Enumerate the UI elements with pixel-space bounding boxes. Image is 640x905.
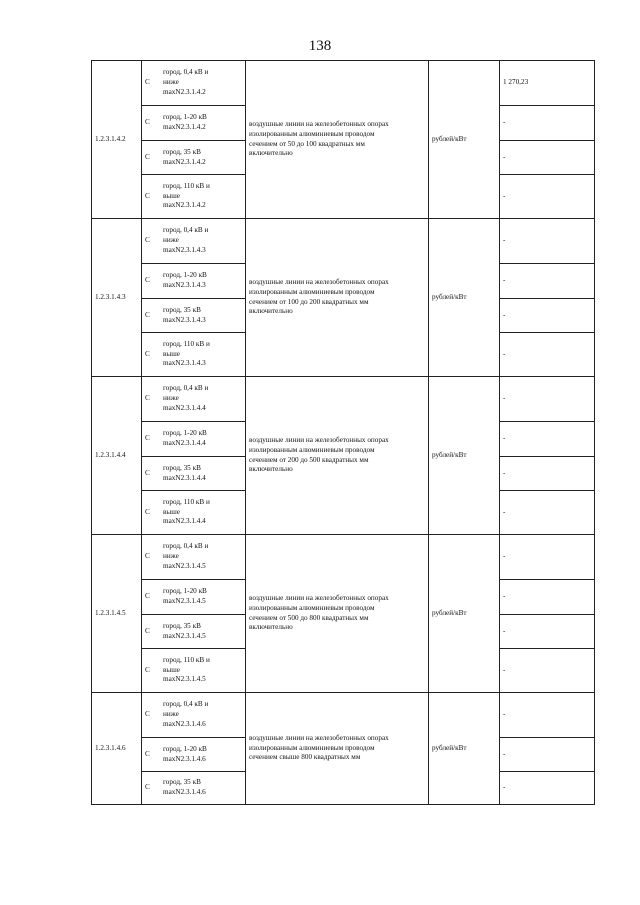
category-letter: С [145, 310, 150, 319]
category-letter: С [145, 191, 150, 200]
rate-value: - [500, 333, 595, 377]
voltage-level-line: город, 110 кВ и [163, 497, 210, 506]
voltage-level-line: maxN2.3.1.4.3 [163, 245, 206, 254]
voltage-level-line: ниже [163, 78, 179, 87]
rate-value: - [500, 175, 595, 219]
voltage-level-line: maxN2.3.1.4.2 [163, 157, 206, 166]
category-letter: С [145, 236, 150, 245]
voltage-level-line: город, 0,4 кВ и [163, 542, 209, 551]
voltage-level-line: ниже [163, 710, 179, 719]
voltage-level-line: город, 110 кВ и [163, 181, 210, 190]
voltage-level-cell [142, 141, 246, 175]
voltage-level-line: город, 1-20 кВ [163, 113, 207, 122]
rate-value: - [500, 219, 595, 264]
voltage-level-cell [142, 299, 246, 333]
table-row [92, 61, 595, 106]
rate-value: - [500, 772, 595, 805]
rate-value: - [500, 264, 595, 299]
description-line: воздушные линии на железобетонных опорах [249, 278, 389, 287]
voltage-level-line: maxN2.3.1.4.2 [163, 201, 206, 210]
item-code: 1.2.3.1.4.2 [92, 61, 142, 219]
rate-value: - [500, 649, 595, 693]
description-line: изолированным алюминиевым проводом [249, 287, 375, 296]
voltage-level-line: maxN2.3.1.4.5 [163, 597, 206, 605]
voltage-level-line: maxN2.3.1.4.6 [163, 719, 206, 728]
table-row [92, 535, 595, 580]
category-letter: С [145, 78, 150, 87]
item-code: 1.2.3.1.4.3 [92, 219, 142, 377]
rate-value: - [500, 299, 595, 333]
voltage-level-line: город, 1-20 кВ [163, 587, 207, 596]
voltage-level-cell [142, 219, 246, 264]
unit-label: рублей/кВт [429, 693, 500, 805]
voltage-level-line: город, 0,4 кВ и [163, 384, 209, 393]
category-letter: С [145, 468, 150, 477]
description-line: сечением от 100 до 200 квадратных мм [249, 297, 369, 306]
item-code: 1.2.3.1.4.6 [92, 693, 142, 805]
voltage-level-cell [142, 175, 246, 219]
voltage-level-line: maxN2.3.1.4.3 [163, 281, 206, 289]
voltage-level-line: ниже [163, 394, 179, 403]
voltage-level-cell [142, 61, 246, 106]
category-letter: С [145, 276, 150, 285]
category-letter: С [145, 592, 150, 601]
category-letter: С [145, 749, 150, 758]
category-letter: С [145, 665, 150, 674]
line-description [246, 535, 429, 693]
description-line: воздушные линии на железобетонных опорах [249, 594, 389, 603]
description-line: включительно [249, 465, 293, 474]
rate-value: - [500, 106, 595, 141]
description-line: включительно [249, 307, 293, 316]
rate-value: - [500, 615, 595, 649]
voltage-level-cell [142, 772, 246, 805]
voltage-level-line: город, 110 кВ и [163, 655, 210, 664]
rate-value: - [500, 535, 595, 580]
description-line: воздушные линии на железобетонных опорах [249, 733, 389, 742]
voltage-level-line: город, 0,4 кВ и [163, 226, 209, 235]
voltage-level-line: maxN2.3.1.4.5 [163, 675, 206, 684]
voltage-level-line: город, 110 кВ и [163, 339, 210, 348]
voltage-level-line: город, 1-20 кВ [163, 271, 207, 280]
unit-label: рублей/кВт [429, 61, 500, 219]
voltage-level-line: maxN2.3.1.4.5 [163, 561, 206, 570]
voltage-level-cell [142, 491, 246, 535]
item-code: 1.2.3.1.4.4 [92, 377, 142, 535]
unit-label: рублей/кВт [429, 535, 500, 693]
rate-value: 1 270,23 [500, 61, 595, 106]
voltage-level-line: maxN2.3.1.4.6 [163, 754, 206, 763]
description-line: изолированным алюминиевым проводом [249, 603, 375, 612]
unit-label: рублей/кВт [429, 377, 500, 535]
voltage-level-line: город, 1-20 кВ [163, 744, 207, 753]
voltage-level-line: ниже [163, 552, 179, 561]
voltage-level-line: город, 35 кВ [163, 463, 201, 472]
description-line: сечением от 500 до 800 квадратных мм [249, 613, 369, 622]
category-letter: С [145, 507, 150, 516]
voltage-level-cell [142, 535, 246, 580]
description-line: сечением от 200 до 500 квадратных мм [249, 455, 369, 464]
description-line: сечением свыше 800 квадратных мм [249, 753, 361, 762]
page-number: 138 [308, 38, 332, 54]
voltage-level-line: город, 35 кВ [163, 778, 201, 787]
voltage-level-line: maxN2.3.1.4.4 [163, 439, 206, 447]
voltage-level-line: выше [163, 507, 180, 516]
voltage-level-line: maxN2.3.1.4.2 [163, 123, 206, 131]
voltage-level-line: город, 35 кВ [163, 621, 201, 630]
voltage-level-line: maxN2.3.1.4.4 [163, 473, 206, 482]
category-letter: С [145, 118, 150, 127]
item-code: 1.2.3.1.4.5 [92, 535, 142, 693]
rate-value: - [500, 491, 595, 535]
voltage-level-cell [142, 738, 246, 772]
category-letter: С [145, 626, 150, 635]
voltage-level-cell [142, 693, 246, 738]
unit-label: рублей/кВт [429, 219, 500, 377]
voltage-level-line: город, 35 кВ [163, 147, 201, 156]
line-description [246, 219, 429, 377]
rate-value: - [500, 457, 595, 491]
voltage-level-cell [142, 615, 246, 649]
description-line: включительно [249, 623, 293, 632]
category-letter: С [145, 710, 150, 719]
category-letter: С [145, 394, 150, 403]
category-letter: С [145, 552, 150, 561]
description-line: воздушные линии на железобетонных опорах [249, 436, 389, 445]
voltage-level-cell [142, 422, 246, 457]
voltage-level-cell [142, 106, 246, 141]
voltage-level-line: выше [163, 191, 180, 200]
table-row [92, 693, 595, 738]
table-row [92, 219, 595, 264]
voltage-level-cell [142, 649, 246, 693]
rate-value: - [500, 580, 595, 615]
voltage-level-line: maxN2.3.1.4.2 [163, 87, 206, 96]
voltage-level-line: город, 0,4 кВ и [163, 700, 209, 709]
voltage-level-cell [142, 580, 246, 615]
voltage-level-line: ниже [163, 236, 179, 245]
voltage-level-line: maxN2.3.1.4.4 [163, 517, 206, 526]
description-line: воздушные линии на железобетонных опорах [249, 120, 389, 129]
category-letter: С [145, 152, 150, 161]
rate-value: - [500, 377, 595, 422]
voltage-level-line: maxN2.3.1.4.6 [163, 788, 206, 796]
description-line: включительно [249, 149, 293, 158]
line-description [246, 61, 429, 219]
voltage-level-cell [142, 377, 246, 422]
category-letter: С [145, 783, 150, 792]
voltage-level-cell [142, 457, 246, 491]
voltage-level-line: maxN2.3.1.4.4 [163, 403, 206, 412]
description-line: сечением от 50 до 100 квадратных мм [249, 139, 365, 148]
tariff-table [91, 60, 595, 805]
voltage-level-line: город, 35 кВ [163, 305, 201, 314]
category-letter: С [145, 434, 150, 443]
voltage-level-line: maxN2.3.1.4.5 [163, 631, 206, 640]
rate-value: - [500, 693, 595, 738]
voltage-level-line: город, 0,4 кВ и [163, 68, 209, 77]
rate-value: - [500, 141, 595, 175]
table-row [92, 377, 595, 422]
description-line: изолированным алюминиевым проводом [249, 743, 375, 752]
voltage-level-line: maxN2.3.1.4.3 [163, 359, 206, 368]
line-description [246, 693, 429, 805]
voltage-level-line: выше [163, 349, 180, 358]
category-letter: С [145, 349, 150, 358]
voltage-level-line: maxN2.3.1.4.3 [163, 315, 206, 324]
description-line: изолированным алюминиевым проводом [249, 129, 375, 138]
rate-value: - [500, 738, 595, 772]
voltage-level-line: город, 1-20 кВ [163, 429, 207, 438]
voltage-level-line: выше [163, 665, 180, 674]
voltage-level-cell [142, 264, 246, 299]
rate-value: - [500, 422, 595, 457]
line-description [246, 377, 429, 535]
voltage-level-cell [142, 333, 246, 377]
description-line: изолированным алюминиевым проводом [249, 445, 375, 454]
